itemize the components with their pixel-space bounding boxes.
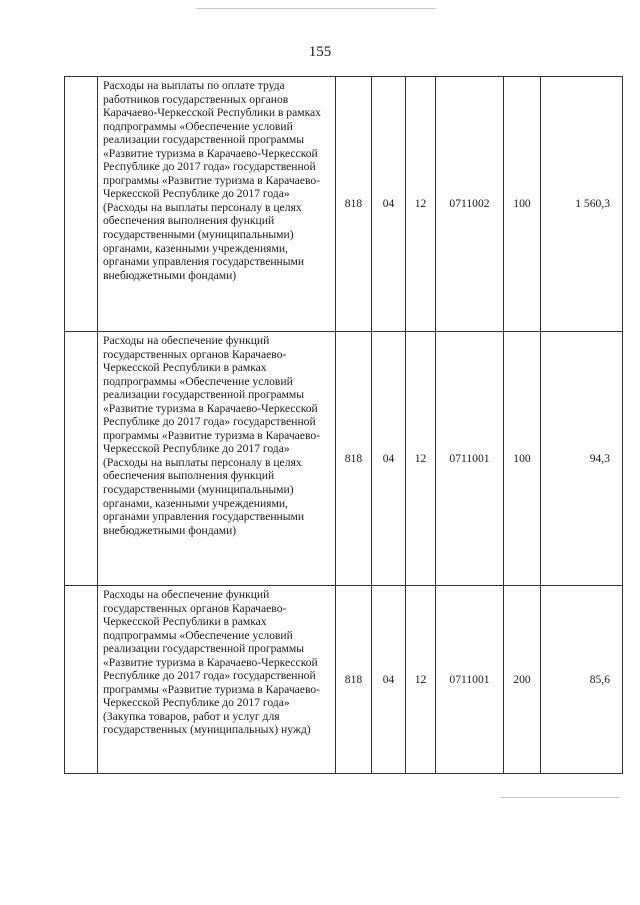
subsection-cell: 12 <box>406 586 436 774</box>
section-cell: 04 <box>372 77 406 332</box>
number-cell <box>65 77 98 332</box>
description-cell: Расходы на выплаты по оплате труда работников государственных органов Карачаево-Черкесской Республики в рамках подпрограммы «Обеспечение условий реализации государственной программы «Развитие туризма в Карачаево-Черкесской Республике до 2017 года» государственной программы «Развитие туризма в Карачаево-Черкесской Республике до 2017 года» (Расходы на выплаты персоналу в целях обеспечения выполнения функций государственными (муниципальными) органами, казенными учреждениями, органами управления государственными внебюджетными фондами) <box>98 77 336 332</box>
target-article-cell: 0711001 <box>436 586 504 774</box>
number-cell <box>65 332 98 586</box>
target-article-cell: 0711001 <box>436 332 504 586</box>
ministry-cell: 818 <box>336 77 372 332</box>
ministry-cell: 818 <box>336 332 372 586</box>
table-row <box>65 332 623 586</box>
section-cell: 04 <box>372 332 406 586</box>
ministry-cell: 818 <box>336 586 372 774</box>
table-row <box>65 77 623 332</box>
amount-cell: 94,3 <box>541 332 623 586</box>
description-cell: Расходы на обеспечение функций государственных органов Карачаево-Черкесской Республики в рамках подпрограммы «Обеспечение условий реализации государственной программы «Развитие туризма в Карачаево-Черкесской Республике до 2017 года» государственной программы «Развитие туризма в Карачаево-Черкесской Республике до 2017 года» (Расходы на выплаты персоналу в целях обеспечения выполнения функций государственными (муниципальными) органами, казенными учреждениями, органами управления государственными внебюджетными фондами) <box>98 332 336 586</box>
subsection-cell: 12 <box>406 77 436 332</box>
page-number: 155 <box>308 44 332 60</box>
table-row <box>65 586 623 774</box>
target-article-cell: 0711002 <box>436 77 504 332</box>
scan-artifact-bottom <box>500 797 620 798</box>
amount-cell: 1 560,3 <box>541 77 623 332</box>
description-cell: Расходы на обеспечение функций государственных органов Карачаево-Черкесской Республики в рамках подпрограммы «Обеспечение условий реализации государственной программы «Развитие туризма в Карачаево-Черкесской Республике до 2017 года» государственной программы «Развитие туризма в Карачаево-Черкесской Республике до 2017 года» (Закупка товаров, работ и услуг для государственных (муниципальных) нужд) <box>98 586 336 774</box>
subsection-cell: 12 <box>406 332 436 586</box>
amount-cell: 85,6 <box>541 586 623 774</box>
expense-type-cell: 100 <box>504 77 541 332</box>
budget-table <box>64 76 623 774</box>
section-cell: 04 <box>372 586 406 774</box>
scan-artifact-top <box>196 8 436 9</box>
expense-type-cell: 200 <box>504 586 541 774</box>
number-cell <box>65 586 98 774</box>
expense-type-cell: 100 <box>504 332 541 586</box>
